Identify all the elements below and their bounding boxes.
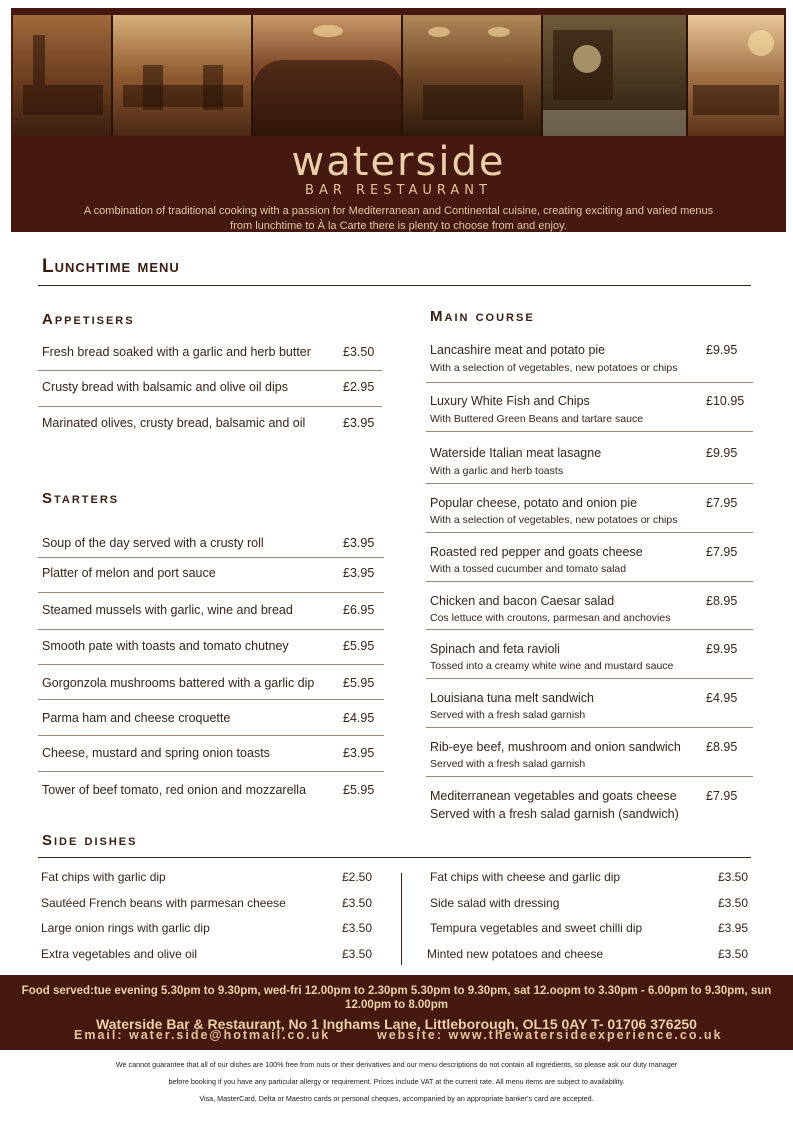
side-dishes-column-divider (401, 873, 402, 965)
item-name: Spinach and feta ravioli (430, 642, 560, 656)
starters-heading: Starters (42, 490, 120, 507)
legal-line-3: Visa, MasterCard, Delta or Maestro cards or personal cheques, accompanied by an appropriate banker's card are accepted. (199, 1094, 594, 1103)
main-course-item (426, 582, 753, 630)
item-name: Gorgonzola mushrooms battered with a garlic dip (42, 676, 315, 690)
restaurant-photo-2 (113, 15, 253, 136)
item-price: £2.95 (343, 380, 375, 394)
item-description: With a selection of vegetables, new potatoes or chips (430, 362, 678, 374)
item-name: Mediterranean vegetables and goats cheese (430, 789, 677, 803)
main-course-item (426, 336, 753, 383)
main-course-item (426, 533, 753, 582)
restaurant-photo-1 (13, 15, 113, 136)
main-course-item (426, 484, 753, 533)
item-price: £4.95 (706, 691, 738, 705)
item-name: Rib-eye beef, mushroom and onion sandwich (430, 740, 681, 754)
side-dish-price: £3.50 (342, 896, 373, 910)
brand-subtitle: BAR RESTAURANT (305, 183, 492, 198)
header-banner (11, 8, 786, 232)
restaurant-address: Waterside Bar & Restaurant, No 1 Inghams Lane, Littleborough, OL15 0AY T- 01706 376250 (96, 1016, 697, 1032)
brand-name: waterside (291, 139, 506, 185)
starter-item (38, 665, 384, 700)
item-description: Served with a fresh salad garnish (430, 758, 586, 770)
item-price: £3.95 (343, 536, 375, 550)
item-price: £8.95 (706, 594, 738, 608)
item-name: Soup of the day served with a crusty roll (42, 536, 264, 550)
side-dish-price: £3.50 (342, 947, 373, 961)
main-course-item (426, 728, 753, 777)
item-description: With Buttered Green Beans and tartare sauce (430, 413, 644, 425)
side-dish-price: £3.95 (718, 921, 749, 935)
item-price: £3.95 (343, 566, 375, 580)
item-name: Steamed mussels with garlic, wine and bread (42, 603, 293, 617)
item-price: £10.95 (706, 394, 745, 408)
item-name: Crusty bread with balsamic and olive oil dips (42, 380, 288, 394)
item-description: Served with a fresh salad garnish (430, 709, 586, 721)
item-price: £7.95 (706, 545, 738, 559)
main-course-item (426, 777, 753, 827)
item-name: Chicken and bacon Caesar salad (430, 594, 615, 608)
item-description: Tossed into a creamy white wine and mustard sauce (430, 660, 674, 672)
item-description: With a selection of vegetables, new potatoes or chips (430, 514, 678, 526)
item-price: £5.95 (343, 639, 375, 653)
restaurant-photo-6 (688, 15, 784, 136)
item-price: £9.95 (706, 642, 738, 656)
starter-item (38, 558, 384, 593)
starter-item (38, 736, 384, 772)
restaurant-photo-4 (403, 15, 543, 136)
item-price: £5.95 (343, 676, 375, 690)
tagline-line-2: from lunchtime to À la Carte there is plenty to choose from and enjoy. (230, 220, 567, 232)
item-description: Cos lettuce with croutons, parmesan and anchovies (430, 612, 671, 624)
side-dish-price: £3.50 (718, 870, 749, 884)
main-course-heading: Main course (430, 308, 535, 325)
restaurant-photo-5 (543, 15, 688, 136)
item-name: Platter of melon and port sauce (42, 566, 216, 580)
footer-band (0, 975, 793, 1050)
item-price: £7.95 (706, 496, 738, 510)
main-course-item (426, 383, 753, 432)
main-course-item (426, 432, 753, 484)
photo-strip (13, 15, 784, 136)
item-price: £4.95 (343, 711, 375, 725)
item-price: £6.95 (343, 603, 375, 617)
item-name: Luxury White Fish and Chips (430, 394, 590, 408)
title-divider (38, 285, 751, 286)
website-link[interactable]: website: www.thewatersideexperience.co.uk (377, 1028, 723, 1042)
appetiser-item (38, 371, 382, 407)
starter-item (38, 529, 384, 558)
appetiser-item (38, 337, 382, 371)
side-dish-name: Fat chips with garlic dip (41, 870, 166, 884)
item-name: Smooth pate with toasts and tomato chutney (42, 639, 289, 653)
item-price: £9.95 (706, 343, 738, 357)
item-description: Served with a fresh salad garnish (sandwich) (430, 807, 679, 821)
item-name: Parma ham and cheese croquette (42, 711, 231, 725)
side-dish-name: Tempura vegetables and sweet chilli dip (430, 921, 643, 935)
starter-item (38, 593, 384, 630)
brand-block (11, 136, 786, 234)
item-name: Lancashire meat and potato pie (430, 343, 606, 357)
side-dish-price: £3.50 (718, 947, 749, 961)
item-name: Louisiana tuna melt sandwich (430, 691, 594, 705)
side-dish-name: Large onion rings with garlic dip (41, 921, 210, 935)
side-dish-name: Extra vegetables and olive oil (41, 947, 198, 961)
item-price: £3.95 (343, 746, 375, 760)
main-course-item (426, 679, 753, 728)
menu-title: Lunchtime menu (42, 256, 180, 277)
brand-tagline (11, 204, 786, 234)
side-dish-name: Side salad with dressing (430, 896, 560, 910)
side-dish-name: Minted new potatoes and cheese (427, 947, 604, 961)
opening-hours: Food served:tue evening 5.30pm to 9.30pm, wed-fri 12.00pm to 2.30pm 5.30pm to 9.30pm, sat 12.oopm to 3.30pm - 6.00pm to 9.30pm, sun 12.00pm to 8.00pm (21, 985, 772, 1011)
email-link[interactable]: Email: water.side@hotmail.co.uk (74, 1028, 331, 1042)
appetisers-heading: Appetisers (42, 311, 135, 328)
side-dish-price: £3.50 (718, 896, 749, 910)
item-description: With a garlic and herb toasts (430, 465, 564, 477)
tagline-line-1: A combination of traditional cooking with a passion for Mediterranean and Continental cuisine, creating exciting and varied menus (83, 205, 714, 217)
side-dish-name: Fat chips with cheese and garlic dip (430, 870, 621, 884)
side-dishes-divider (38, 857, 751, 858)
item-name: Cheese, mustard and spring onion toasts (42, 746, 270, 760)
item-price: £5.95 (343, 783, 375, 797)
starter-item (38, 700, 384, 736)
starter-item (38, 630, 384, 665)
legal-line-2: before booking if you have any particular allergy or requirement. Prices include VAT at the current rate. All menu items are subject to availability. (168, 1077, 625, 1086)
item-price: £9.95 (706, 446, 738, 460)
item-price: £8.95 (706, 740, 738, 754)
item-price: £3.50 (343, 345, 375, 359)
legal-line-1: We cannot guarantee that all of our dishes are 100% free from nuts or their derivatives and our menu descriptions do not contain all ingredients, so please ask our duty manager (115, 1060, 678, 1069)
item-name: Fresh bread soaked with a garlic and herb butter (42, 345, 311, 359)
starter-item (38, 772, 384, 804)
side-dish-price: £2.50 (342, 870, 373, 884)
item-name: Marinated olives, crusty bread, balsamic and oil (42, 416, 306, 430)
item-price: £7.95 (706, 789, 738, 803)
restaurant-photo-3 (253, 15, 403, 136)
main-course-item (426, 630, 753, 679)
appetiser-item (38, 407, 382, 435)
item-name: Roasted red pepper and goats cheese (430, 545, 643, 559)
item-description: With a tossed cucumber and tomato salad (430, 563, 627, 575)
item-price: £3.95 (343, 416, 375, 430)
item-name: Waterside Italian meat lasagne (430, 446, 602, 460)
side-dish-name: Sautéed French beans with parmesan cheese (41, 896, 286, 910)
side-dish-price: £3.50 (342, 921, 373, 935)
item-name: Popular cheese, potato and onion pie (430, 496, 638, 510)
item-name: Tower of beef tomato, red onion and mozzarella (42, 783, 307, 797)
side-dishes-heading: Side dishes (42, 832, 138, 849)
